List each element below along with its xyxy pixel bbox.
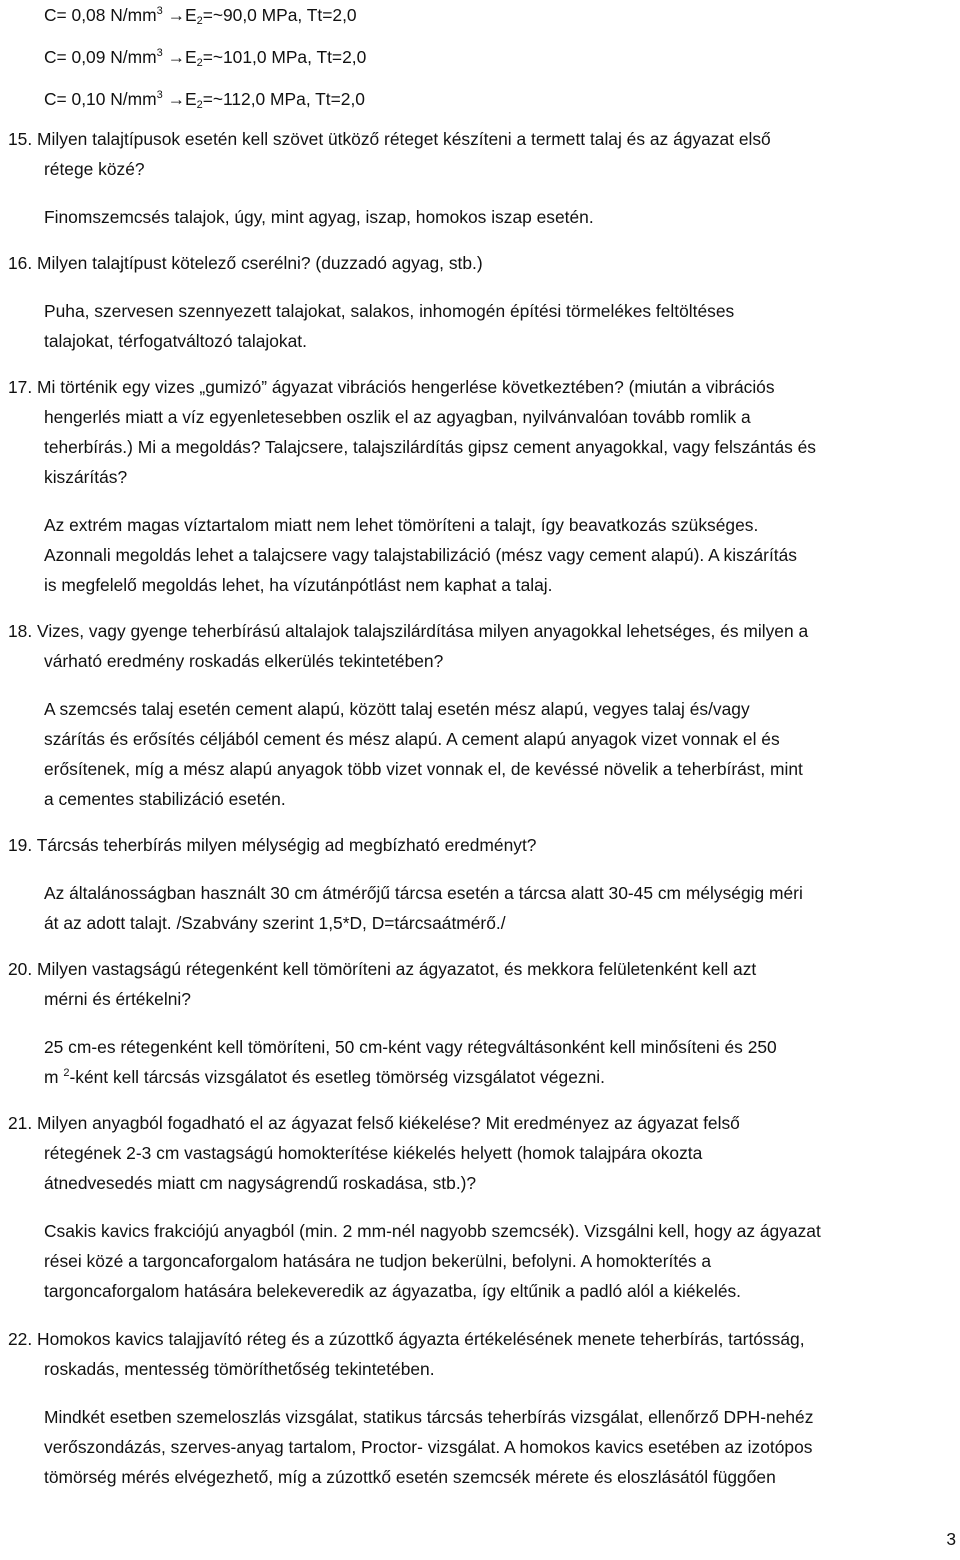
question-line: 18. Vizes, vagy gyenge teherbírású altalajok talajszilárdítása milyen anyagokkal lehetséges, és milyen a [8,621,809,641]
question-line: kiszárítás? [44,467,128,487]
question-number: 16. [8,253,33,273]
question-line: 16. Milyen talajtípust kötelező cserélni? (duzzadó agyag, stb.) [8,253,483,273]
question-line: roskadás, mentesség tömöríthetőség tekintetében. [44,1359,435,1379]
question-number: 18. [8,621,33,641]
arrow-icon: → [167,89,185,109]
answer-line: a cementes stabilizáció esetén. [44,789,286,809]
question-line: 17. Mi történik egy vizes „gumizó” ágyazat vibrációs hengerlése következtében? (miután a vibrációs [8,377,775,397]
question-line: 21. Milyen anyagból fogadható el az ágyazat felső kiékelése? Mit eredményez az ágyazat felső [8,1113,740,1133]
question-number: 21. [8,1113,33,1133]
arrow-icon: → [167,5,185,25]
answer-line: Az általánosságban használt 30 cm átmérőjű tárcsa esetén a tárcsa alatt 30-45 cm mélységig méri [44,883,803,903]
answer-line: Mindkét esetben szemeloszlás vizsgálat, statikus tárcsás teherbírás vizsgálat, ellenőrző DPH-nehéz [44,1407,814,1427]
question-line: rétege közé? [44,159,145,179]
answer-line: is megfelelő megoldás lehet, ha vízutánpótlást nem kaphat a talaj. [44,575,553,595]
question-number: 17. [8,377,33,397]
arrow-icon: → [167,47,185,67]
coefficient-line: C= 0,10 $N/mm^3$ $\to E_2=\sim 112,0$ MPa, Tt=2,0 [44,89,365,111]
question-line: 19. Tárcsás teherbírás milyen mélységig ad megbízható eredményt? [8,835,537,855]
answer-line: Az extrém magas víztartalom miatt nem lehet tömöríteni a talajt, így beavatkozás szükséges. [44,515,759,535]
page-number: 3 [946,1529,956,1549]
question-line: 15. Milyen talajtípusok esetén kell szövet ütköző réteget készíteni a termett talaj és az ágyazat első [8,129,771,149]
answer-line: Finomszemcsés talajok, úgy, mint agyag, iszap, homokos iszap esetén. [44,207,594,227]
question-line: teherbírás.) Mi a megoldás? Talajcsere, talajszilárdítás gipsz cement anyagokkal, vagy felszántás és [44,437,817,457]
answer-line: Puha, szervesen szennyezett talajokat, salakos, inhomogén építési törmelékes feltöltéses [44,301,735,321]
answer-line: erősítenek, míg a mész alapú anyagok több vizet vonnak el, de kevéssé növelik a teherbírást, mint [44,759,803,779]
question-line: mérni és értékelni? [44,989,191,1009]
answer-line: szárítás és erősítés céljából cement és mész alapú. A cement alapú anyagok vizet vonnak el és [44,729,780,749]
answer-line: talajokat, térfogatváltozó talajokat. [44,331,307,351]
coefficient-line: C= 0,08 $N/mm^3$ $\to E_2=\sim 90,0$ MPa, Tt=2,0 [44,5,357,27]
question-number: 15. [8,129,33,149]
answer-line: targoncaforgalom hatására belekeveredik az ágyazatba, így eltűnik a padló alól a kiékelés. [44,1281,742,1301]
answer-line: Csakis kavics frakciójú anyagból (min. 2 mm-nél nagyobb szemcsék). Vizsgálni kell, hogy az ágyazat [44,1221,821,1241]
answer-line: A szemcsés talaj esetén cement alapú, között talaj esetén mész alapú, vegyes talaj és/vagy [44,699,750,719]
answer-line: 25 cm-es rétegenként kell tömöríteni, 50 cm-ként vagy rétegváltásonként kell minősíteni és 250 [44,1037,777,1057]
answer-line: tömörség mérés elvégezhető, míg a zúzottkő esetén szemcsék mérete és eloszlásától függően [44,1467,776,1487]
answer-line: rései közé a targoncaforgalom hatására ne tudjon bekerülni, befolyni. A homokterítés a [44,1251,712,1271]
question-number: 19. [8,835,33,855]
answer-line: át az adott talajt. /Szabvány szerint 1,5*D, D=tárcsaátmérő./ [44,913,506,933]
question-line: hengerlés miatt a víz egyenletesebben oszlik el az agyagban, nyilvánvalóan tovább romlik a [44,407,751,427]
question-line: rétegének 2-3 cm vastagságú homokterítése kiékelés helyett (homok talajpára okozta [44,1143,703,1163]
question-number: 20. [8,959,33,979]
answer-line: m $^2$-ként kell tárcsás vizsgálatot és esetleg tömörség vizsgálatot végezni. [44,1067,605,1087]
coefficient-line: C= 0,09 $N/mm^3$ $\to E_2=\sim 101,0$ MPa, Tt=2,0 [44,47,367,69]
question-line: 22. Homokos kavics talajjavító réteg és a zúzottkő ágyazta értékelésének menete teherbírás, tartósság, [8,1329,805,1349]
question-line: átnedvesedés miatt cm nagyságrendű roskadása, stb.)? [44,1173,477,1193]
question-line: 20. Milyen vastagságú rétegenként kell tömöríteni az ágyazatot, és mekkora felületenként kell azt [8,959,757,979]
question-line: várható eredmény roskadás elkerülés tekintetében? [44,651,444,671]
answer-line: verőszondázás, szerves-anyag tartalom, Proctor- vizsgálat. A homokos kavics esetében az izotópos [44,1437,813,1457]
answer-line: Azonnali megoldás lehet a talajcsere vagy talajstabilizáció (mész vagy cement alapú). A kiszárítás [44,545,798,565]
question-number: 22. [8,1329,33,1349]
